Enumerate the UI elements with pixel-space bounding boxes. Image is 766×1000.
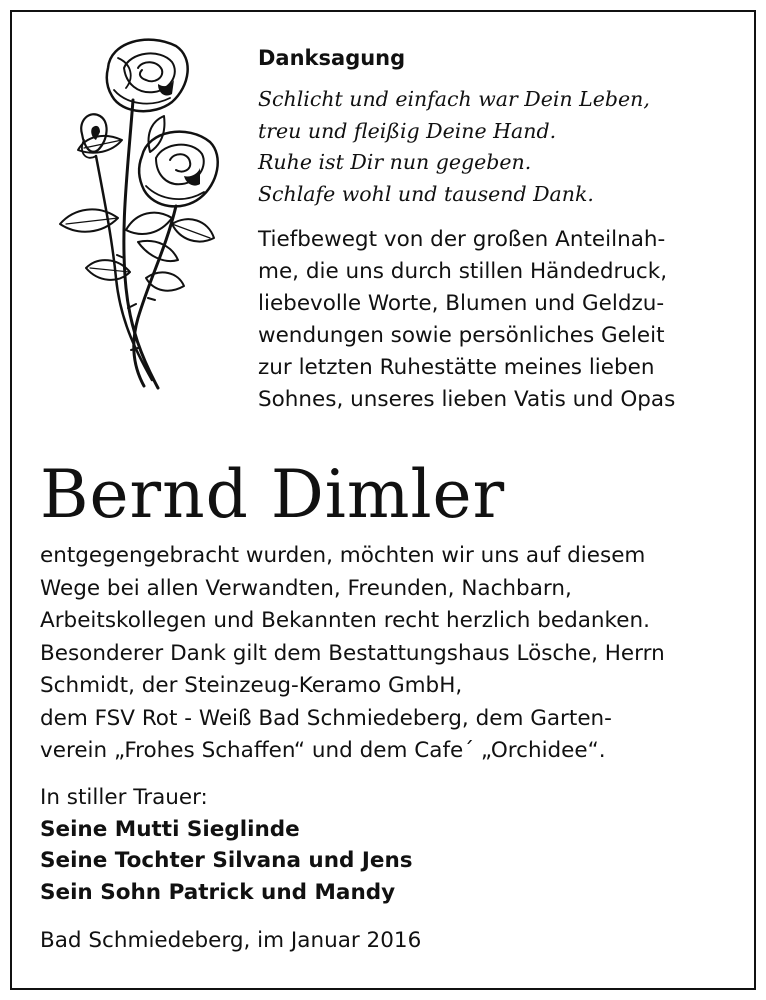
- place-date: Bad Schmiedeberg, im Januar 2016: [40, 928, 422, 953]
- deceased-name: Bernd Dimler: [40, 456, 506, 533]
- intro-line: zur letzten Ruhestätte meines lieben: [258, 355, 655, 380]
- body-line: verein „Frohes Schaffen“ und dem Cafe´ „Orchidee“.: [40, 738, 606, 763]
- poem-line: treu und fleißig Deine Hand.: [258, 118, 557, 143]
- poem: [258, 84, 738, 210]
- thanks-paragraph: [40, 540, 740, 768]
- mourners-block: [40, 782, 740, 908]
- mourning-label: In stiller Trauer:: [40, 785, 208, 810]
- notice-heading: Danksagung: [258, 46, 406, 70]
- body-line: Schmidt, der Steinzeug-Keramo GmbH,: [40, 673, 463, 698]
- intro-line: liebevolle Worte, Blumen und Geldzu-: [258, 291, 665, 316]
- mourner-name: Seine Mutti Sieglinde: [40, 816, 300, 842]
- poem-line: Ruhe ist Dir nun gegeben.: [258, 150, 532, 174]
- body-line: Wege bei allen Verwandten, Freunden, Nachbarn,: [40, 575, 572, 601]
- body-line: entgegengebracht wurden, möchten wir uns auf diesem: [40, 543, 646, 568]
- intro-line: wendungen sowie persönliches Geleit: [258, 323, 665, 348]
- roses-illustration-icon: [38, 28, 228, 400]
- body-line: Arbeitskollegen und Bekannten recht herzlich bedanken.: [40, 608, 650, 633]
- body-line: Besonderer Dank gilt dem Bestattungshaus Lösche, Herrn: [40, 640, 665, 666]
- body-line: dem FSV Rot - Weiß Bad Schmiedeberg, dem Garten-: [40, 705, 612, 731]
- intro-paragraph: [258, 224, 738, 416]
- poem-line: Schlicht und einfach war Dein Leben,: [258, 87, 650, 111]
- intro-line: Sohnes, unseres lieben Vatis und Opas: [258, 387, 676, 412]
- mourner-name: Sein Sohn Patrick und Mandy: [40, 879, 396, 905]
- mourner-name: Seine Tochter Silvana und Jens: [40, 848, 413, 873]
- poem-line: Schlafe wohl und tausend Dank.: [258, 181, 594, 206]
- intro-line: me, die uns durch stillen Händedruck,: [258, 259, 668, 284]
- intro-line: Tiefbewegt von der großen Anteilnah-: [258, 227, 666, 252]
